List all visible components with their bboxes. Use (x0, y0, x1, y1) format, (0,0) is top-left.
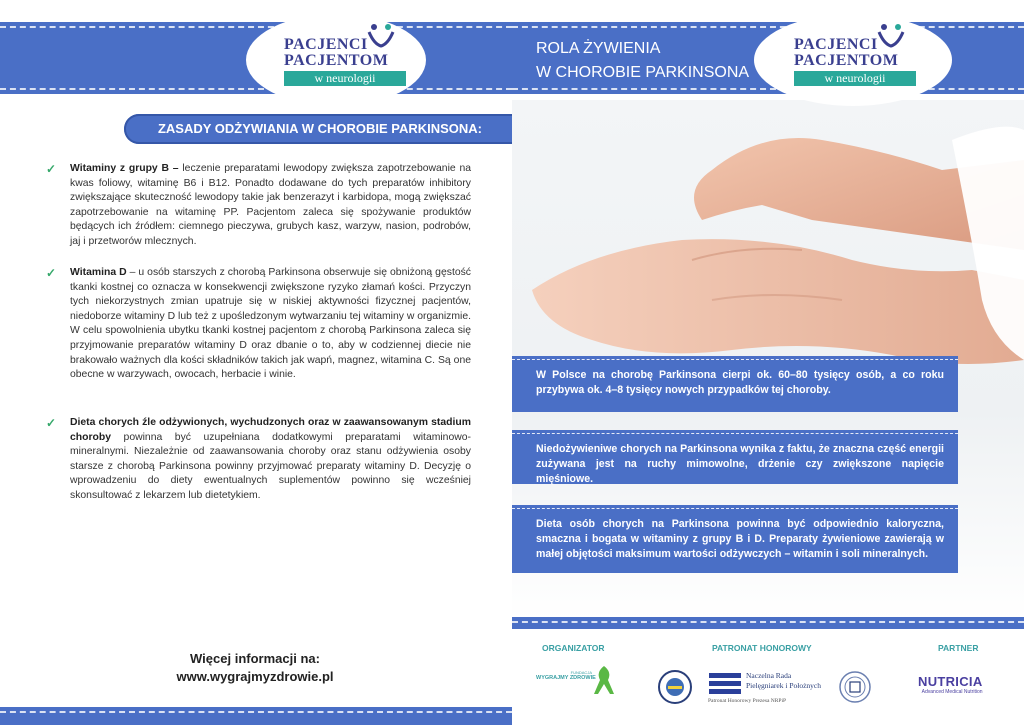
band-dash (0, 711, 512, 713)
checkmark-icon: ✓ (46, 162, 57, 176)
item-text: – u osób starszych z chorobą Parkinsona obserwuje się obniżoną gęstość tkanki kostnej co oznacza w konsekwencji zwiększone ryzyko złamań kości. Przyczyn tych niekorzystnych zmian upatruje się w niskiej aktywności fizycznej pacjentów, niedoborze witaminy D lub też z upośledzonym wytwarzaniu tej witaminy w organizmie. W celu spowolnienia ubytku tkanki kostnej pacjentom z chorobą Parkinsona zaleca się przyjmowanie preparatów witaminy D oraz dbanie o to, aby w codziennej diecie nie brakowało ważnych dla kości składników takich jak wapń, magnez, witamina C. Są one obecne w warzywach, owocach, herbacie i winie. (70, 267, 471, 381)
more-info-label: Więcej informacji na: (190, 651, 320, 666)
item-title: Dieta chorych źle odżywionych, wychudzonych oraz w zaawansowanym stadium choroby (70, 417, 471, 443)
section-heading: ZASADY ODŻYWIANIA W CHOROBIE PARKINSONA: (124, 114, 516, 144)
seal-logo (658, 670, 692, 704)
box-dash (512, 433, 958, 434)
logo-people-icon (366, 22, 396, 50)
logo-subtitle: w neurologii (794, 71, 916, 86)
more-info-url[interactable]: www.wygrajmyzdrowie.pl (176, 669, 334, 684)
band-dash-bottom (512, 88, 1024, 90)
nrpip-logo (746, 671, 821, 691)
item-text: powinna być uzupełniana dodatkowymi preparatami witaminowo-mineralnymi. Niezależnie od zaawansowania choroby oraz stanu odżywienia osoby starsze z chorobą Parkinsona powinny przyjmować preparaty witaminy D. Decyzję o wprowadzeniu do diety ewentualnych suplementów powinno się wcześniej skonsultować z lekarzem lub dietetykiem. (70, 431, 471, 501)
logo-line2: PACJENTOM (794, 52, 899, 69)
partner-tagline: Advanced Medical Nutrition (921, 689, 983, 695)
more-info (150, 650, 360, 686)
title-line2: W CHOROBIE PARKINSONA (536, 64, 750, 81)
nrpip-line1: Naczelna Rada (746, 671, 792, 680)
item-title: Witaminy z grupy B – (70, 163, 179, 174)
info-box-3 (512, 505, 958, 573)
sponsor-band (512, 617, 1024, 629)
item-title: Witamina D (70, 267, 127, 278)
organizer-logo-text: WYGRAJMY ZDROWIE (536, 675, 596, 681)
partner-logo-text: NUTRICIA (918, 674, 983, 689)
logo-line1: PACJENCI (284, 36, 368, 53)
partner-logo (918, 674, 983, 695)
box-dash (512, 359, 958, 360)
band-dash (512, 621, 1024, 623)
organizer-logo (536, 670, 616, 681)
organizer-logo-small: FUNDACJA (570, 670, 592, 675)
info-box-text: Niedożywieniwe chorych na Parkinsona wynika z faktu, że znaczna część energii zużywana jest na ruchy mimowolne, drżenie czy zwiększone napięcie mięśniowe. (536, 443, 944, 485)
logo-line1: PACJENCI (794, 36, 878, 53)
band-dash-bottom (0, 88, 512, 90)
list-item (46, 266, 471, 383)
right-page (512, 0, 1024, 725)
bottom-band (0, 707, 512, 725)
ribbon-icon (592, 664, 616, 696)
box-dash (512, 508, 958, 509)
nrpip-caption: Patronat Honorowy Prezesa NRPiP (708, 698, 787, 704)
item-text: leczenie preparatami lewodopy zwiększa zapotrzebowanie na kwas foliowy, witaminę B6 i B12. Ponadto dodawane do tych preparatów inhibitory zwiększające skuteczność lewodopy takie jak benzerazyt i karbidopa, mogą zwiększać zapotrzebowanie na witaminę PP. Pacjentom zaleca się spożywanie produktów będących ich źródłem: ciemnego pieczywa, grubych kasz, warzyw, nasion, podrobów, jaj i przetworów mlecznych. (70, 163, 472, 247)
page-title (536, 37, 749, 85)
organizer-label: ORGANIZATOR (542, 643, 605, 653)
info-box-text: Dieta osób chorych na Parkinsona powinna być odpowiednio kaloryczna, smaczna i bogata w witaminy z grupy B i D. Preparaty żywieniowe zawierają w małej objętości maksimum wartości odżywczych – witamin i soli mineralnych. (536, 518, 944, 560)
info-box-text: W Polsce na chorobę Parkinsona cierpi ok. 60–80 tysięcy osób, a co roku przybywa ok. 4–8 tysięcy nowych przypadków tej choroby. (536, 369, 944, 396)
checkmark-icon: ✓ (46, 416, 57, 430)
partner-label: PARTNER (938, 643, 979, 653)
nrpip-icon (708, 671, 742, 695)
logo-subtitle: w neurologii (284, 71, 406, 86)
band-dash-top (0, 26, 512, 28)
logo-line2: PACJENTOM (284, 52, 389, 69)
info-box-1 (512, 356, 958, 412)
list-item (46, 416, 471, 504)
logo-people-icon (876, 22, 906, 50)
patronage-label: PATRONAT HONOROWY (712, 643, 812, 653)
title-line1: ROLA ŻYWIENIA (536, 40, 661, 57)
pnn-seal-icon (838, 670, 872, 704)
nrpip-line2: Pielęgniarek i Położnych (746, 681, 821, 690)
checkmark-icon: ✓ (46, 266, 57, 280)
list-item (46, 162, 471, 250)
info-box-2 (512, 430, 958, 484)
band-dash-top (512, 26, 1024, 28)
